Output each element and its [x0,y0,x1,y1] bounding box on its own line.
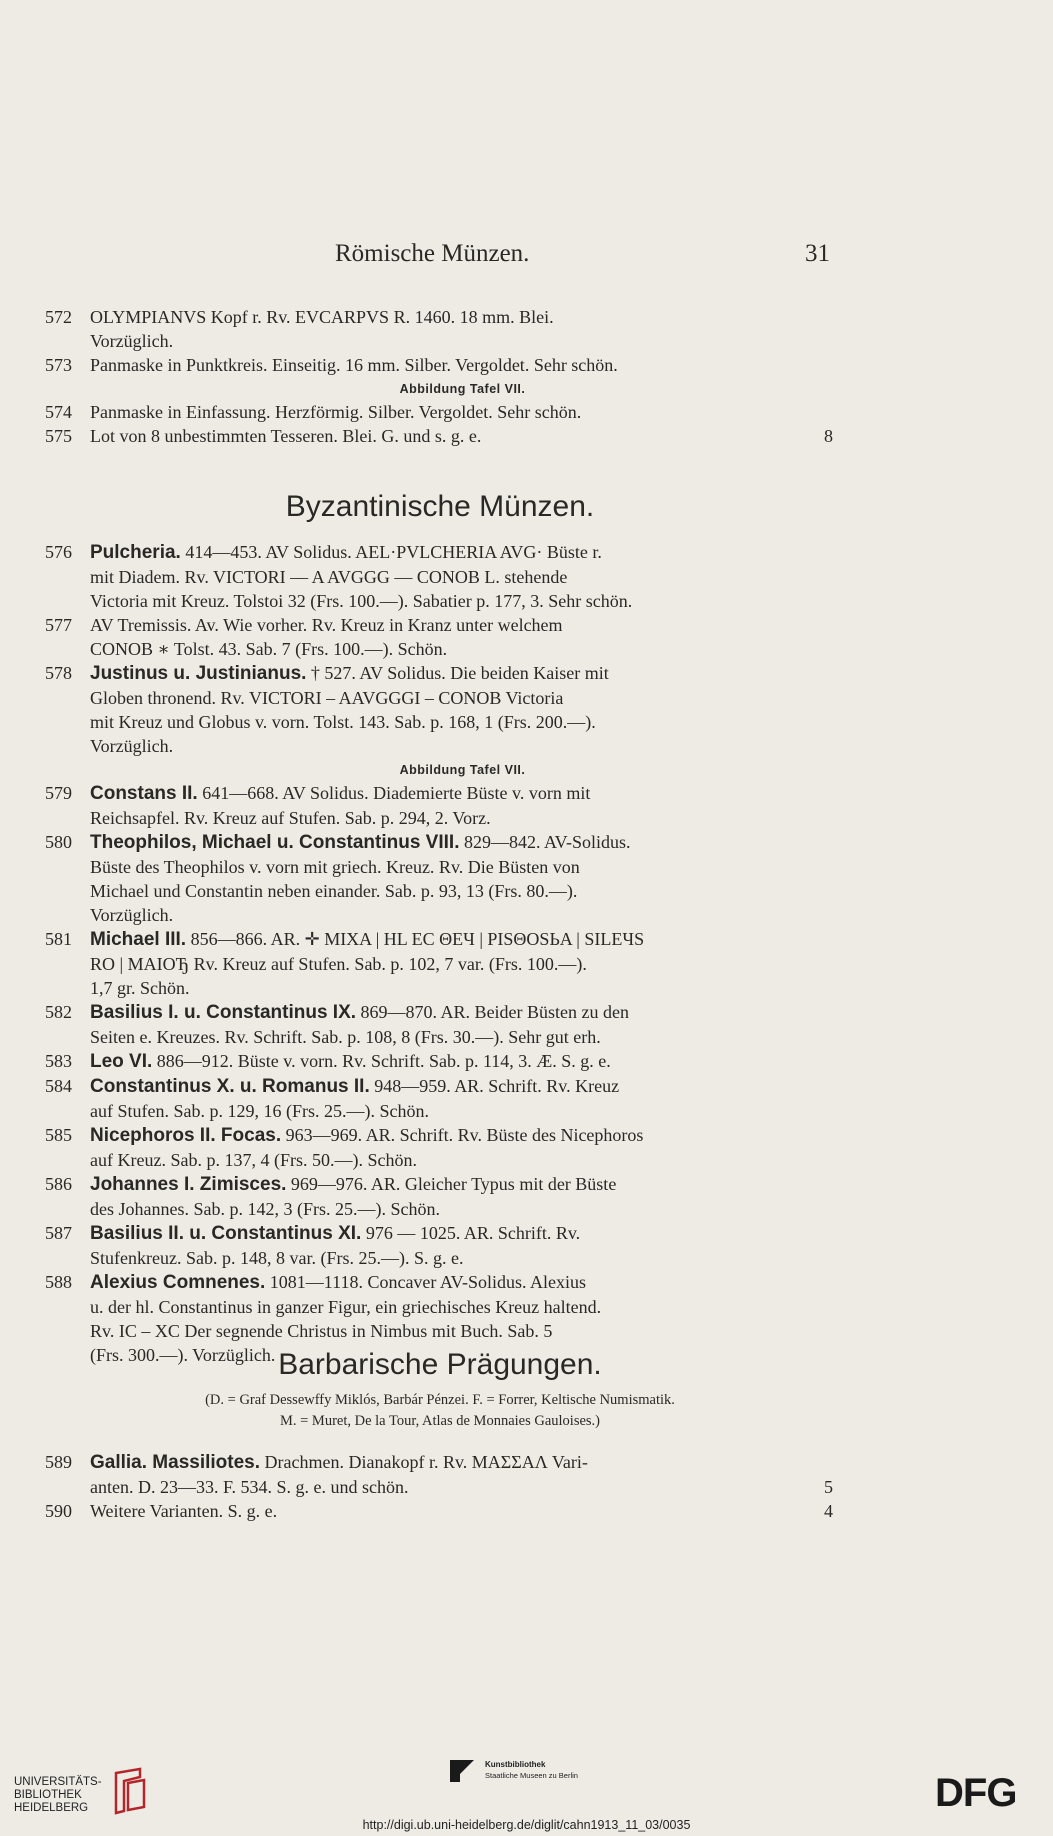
entry-line [90,1074,835,1099]
ub-heidelberg-label: UNIVERSITÄTS- BIBLIOTHEK HEIDELBERG [14,1776,102,1814]
entry-number: 590 [45,1501,72,1521]
note-line-1: (D. = Graf Dessewffy Miklós, Barbár Pénzei. F. = Forrer, Keltische Numismatik. [205,1392,675,1408]
entry-line [90,1000,835,1025]
entry-number: 588 [45,1272,72,1292]
footer-bar [0,1745,1053,1836]
entry-line [90,305,835,329]
catalog-entry [45,1074,835,1123]
entry-text: u. der hl. Constantinus in ganzer Figur, ein griechisches Kreuz haltend. [90,1297,602,1317]
entry-line [90,686,835,710]
catalog-entry [45,781,835,830]
kunstbibliothek-label: Kunstbibliothek Staatliche Museen zu Berlin [485,1760,578,1780]
entry-line [90,1270,835,1295]
entry-text: OLYMPIANVS Kopf r. Rv. EVCARPVS R. 1460. 18 mm. Blei. [90,307,554,327]
entry-number: 580 [45,832,72,852]
catalog-entry [45,927,835,1000]
entry-ruler: Constans II. [90,783,198,804]
entry-text: AV Tremissis. Av. Wie vorher. Rv. Kreuz in Kranz unter welchem [90,615,563,635]
entry-line [90,1197,835,1221]
entry-line [90,1499,835,1523]
entry-line [90,1246,835,1270]
entry-text: 829—842. AV-Solidus. [459,832,631,852]
entry-text: 963—969. AR. Schrift. Rv. Büste des Nicephoros [281,1125,644,1145]
entry-ruler: Leo VI. [90,1051,153,1072]
catalog-entry [45,353,835,400]
catalog-entry [45,1499,835,1523]
entry-line [90,734,835,758]
catalog-entry [45,1049,835,1074]
entry-text: RO | MAIOЂ Rv. Kreuz auf Stufen. Sab. p. 102, 7 var. (Frs. 100.—). [90,954,587,974]
entry-text: mit Diadem. Rv. VICTORI — A AVGGG — CONOB L. stehende [90,567,568,587]
entry-ruler: Johannes I. Zimisces. [90,1174,287,1195]
entry-number: 576 [45,542,72,562]
entry-line [90,952,835,976]
entry-text: † 527. AV Solidus. Die beiden Kaiser mit [306,663,609,683]
entry-line [90,976,835,1000]
entry-ruler: Gallia. Massiliotes. [90,1452,261,1473]
entry-number: 579 [45,783,72,803]
running-header [50,240,830,270]
abbreviation-note [70,1390,810,1432]
entry-line [90,1099,835,1123]
entry-ruler: Michael III. [90,929,187,950]
catalog-entry [45,1000,835,1049]
entry-number: 581 [45,929,72,949]
entry-line [90,879,835,903]
entry-text: Stufenkreuz. Sab. p. 148, 8 var. (Frs. 25.—). S. g. e. [90,1248,464,1268]
entry-line [90,830,835,855]
entry-number: 583 [45,1051,72,1071]
entry-line [90,710,835,734]
entry-number: 572 [45,307,72,327]
entry-line [90,1475,835,1499]
entry-text: Drachmen. Dianakopf r. Rv. ΜΑΣΣΑΛ Vari- [260,1452,588,1472]
entry-line [90,1025,835,1049]
entry-text: (Frs. 300.—). Vorzüglich. [90,1345,276,1365]
catalog-entry [45,1123,835,1172]
entry-line [90,637,835,661]
entry-text: auf Kreuz. Sab. p. 137, 4 (Frs. 50.—). Schön. [90,1150,417,1170]
entry-text: 641—668. AV Solidus. Diademierte Büste v. vorn mit [197,783,591,803]
entry-text: Michael und Constantin neben einander. Sab. p. 93, 13 (Frs. 80.—). [90,881,578,901]
entry-line [90,589,835,613]
entry-ruler: Justinus u. Justinianus. [90,663,307,684]
entry-text: Weitere Varianten. S. g. e. [90,1501,278,1521]
kunstbibliothek-logo-icon [448,1758,478,1784]
catalog-entry [45,661,835,781]
entry-text: Rv. IC – XC Der segnende Christus in Nimbus mit Buch. Sab. 5 [90,1321,553,1341]
entry-line [90,1172,835,1197]
entry-text: Büste des Theophilos v. vorn mit griech. Kreuz. Rv. Die Büsten von [90,857,580,877]
running-title: Römische Münzen. [335,240,530,267]
entry-line [90,1295,835,1319]
catalog-entry [45,424,835,448]
entry-number: 577 [45,615,72,635]
entry-line [90,353,835,377]
note-line-2: M. = Muret, De la Tour, Atlas de Monnaies Gauloises.) [279,1413,601,1429]
entry-text: CONOB ∗ Tolst. 43. Sab. 7 (Frs. 100.—). Schön. [90,639,448,659]
entry-number: 582 [45,1002,72,1022]
entry-text: Panmaske in Einfassung. Herzförmig. Silber. Vergoldet. Sehr schön. [90,402,582,422]
barbarian-entries [45,1450,835,1523]
page-number: 31 [805,240,830,267]
entry-text: 886—912. Büste v. vorn. Rv. Schrift. Sab. p. 114, 3. Æ. S. g. e. [152,1051,611,1071]
section-title-byzantine: Byzantinische Münzen. [285,490,595,523]
lot-price: 5 [824,1477,833,1497]
catalog-entry [45,613,835,661]
entry-line [90,1123,835,1148]
entry-line [90,565,835,589]
entry-text: 856—866. AR. ✛ MIXA | HL EC ΘEЧ | PISΘOSЬA | SILEЧS [186,929,645,949]
catalog-entry [45,1221,835,1270]
entry-number: 586 [45,1174,72,1194]
entry-ruler: Constantinus X. u. Romanus II. [90,1076,370,1097]
entry-text: 1,7 gr. Schön. [90,978,190,998]
entry-text: Reichsapfel. Rv. Kreuz auf Stufen. Sab. p. 294, 2. Vorz. [90,808,491,828]
entry-text: 976 — 1025. AR. Schrift. Rv. [361,1223,581,1243]
entry-line [90,855,835,879]
catalog-entry [45,400,835,424]
entry-text: auf Stufen. Sab. p. 129, 16 (Frs. 25.—). Schön. [90,1101,429,1121]
entry-ruler: Pulcheria. [90,542,181,563]
entry-text: Panmaske in Punktkreis. Einseitig. 16 mm. Silber. Vergoldet. Sehr schön. [90,355,618,375]
entry-number: 584 [45,1076,72,1096]
section-title-barbarian: Barbarische Prägungen. [278,1348,602,1381]
entry-line [90,903,835,927]
entry-ruler: Theophilos, Michael u. Constantinus VIII. [90,832,460,853]
ub-heidelberg-logo-icon [110,1767,148,1815]
entry-text: 414—453. AV Solidus. AEL·PVLCHERIA AVG· Büste r. [180,542,602,562]
entry-line [90,1319,835,1343]
entry-text: Lot von 8 unbestimmten Tesseren. Blei. G. und s. g. e. [90,426,482,446]
entry-number: 585 [45,1125,72,1145]
entry-text: Victoria mit Kreuz. Tolstoi 32 (Frs. 100.—). Sabatier p. 177, 3. Sehr schön. [90,591,633,611]
lot-price: 4 [824,1501,833,1521]
catalog-entry [45,305,835,353]
roman-entries [45,305,835,448]
entry-line [90,781,835,806]
entry-text: 869—870. AR. Beider Büsten zu den [356,1002,630,1022]
entry-line [90,400,835,424]
entry-text: 1081—1118. Concaver AV-Solidus. Alexius [265,1272,586,1292]
entry-line [90,927,835,952]
entry-line [90,613,835,637]
lot-price: 8 [824,426,833,446]
entry-number: 573 [45,355,72,375]
entry-text: Seiten e. Kreuzes. Rv. Schrift. Sab. p. 108, 8 (Frs. 30.—). Sehr gut erh. [90,1027,601,1047]
entry-line [90,1221,835,1246]
entry-line [90,540,835,565]
plate-reference: Abbildung Tafel VII. [399,763,526,777]
entry-number: 575 [45,426,72,446]
entry-line [90,329,835,353]
entry-text: 948—959. AR. Schrift. Rv. Kreuz [369,1076,620,1096]
entry-text: Globen thronend. Rv. VICTORI – AAVGGGI – CONOB Victoria [90,688,564,708]
entry-line [90,1148,835,1172]
dfg-logo: DFG [935,1771,1017,1815]
entry-ruler: Basilius II. u. Constantinus XI. [90,1223,362,1244]
entry-text: anten. D. 23—33. F. 534. S. g. e. und schön. [90,1477,409,1497]
entry-ruler: Alexius Comnenes. [90,1272,266,1293]
catalog-entry [45,540,835,613]
entry-number: 587 [45,1223,72,1243]
entry-text: Vorzüglich. [90,905,174,925]
entry-number: 578 [45,663,72,683]
catalog-entry [45,1172,835,1221]
entry-number: 589 [45,1452,72,1472]
entry-line [90,661,835,686]
entry-text: Vorzüglich. [90,736,174,756]
entry-line [90,1049,835,1074]
permalink-url[interactable]: http://digi.ub.uni-heidelberg.de/diglit/cahn1913_11_03/0035 [362,1818,691,1832]
byzantine-entries [45,540,835,1367]
catalog-entry [45,1450,835,1499]
entry-line [90,806,835,830]
entry-ruler: Nicephoros II. Focas. [90,1125,282,1146]
entry-text: 969—976. AR. Gleicher Typus mit der Büste [286,1174,617,1194]
entry-line [90,424,835,448]
catalog-entry [45,830,835,927]
entry-ruler: Basilius I. u. Constantinus IX. [90,1002,357,1023]
entry-text: des Johannes. Sab. p. 142, 3 (Frs. 25.—). Schön. [90,1199,440,1219]
entry-text: mit Kreuz und Globus v. vorn. Tolst. 143. Sab. p. 168, 1 (Frs. 200.—). [90,712,596,732]
entry-line [90,1450,835,1475]
entry-number: 574 [45,402,72,422]
plate-reference: Abbildung Tafel VII. [399,382,526,396]
entry-text: Vorzüglich. [90,331,174,351]
